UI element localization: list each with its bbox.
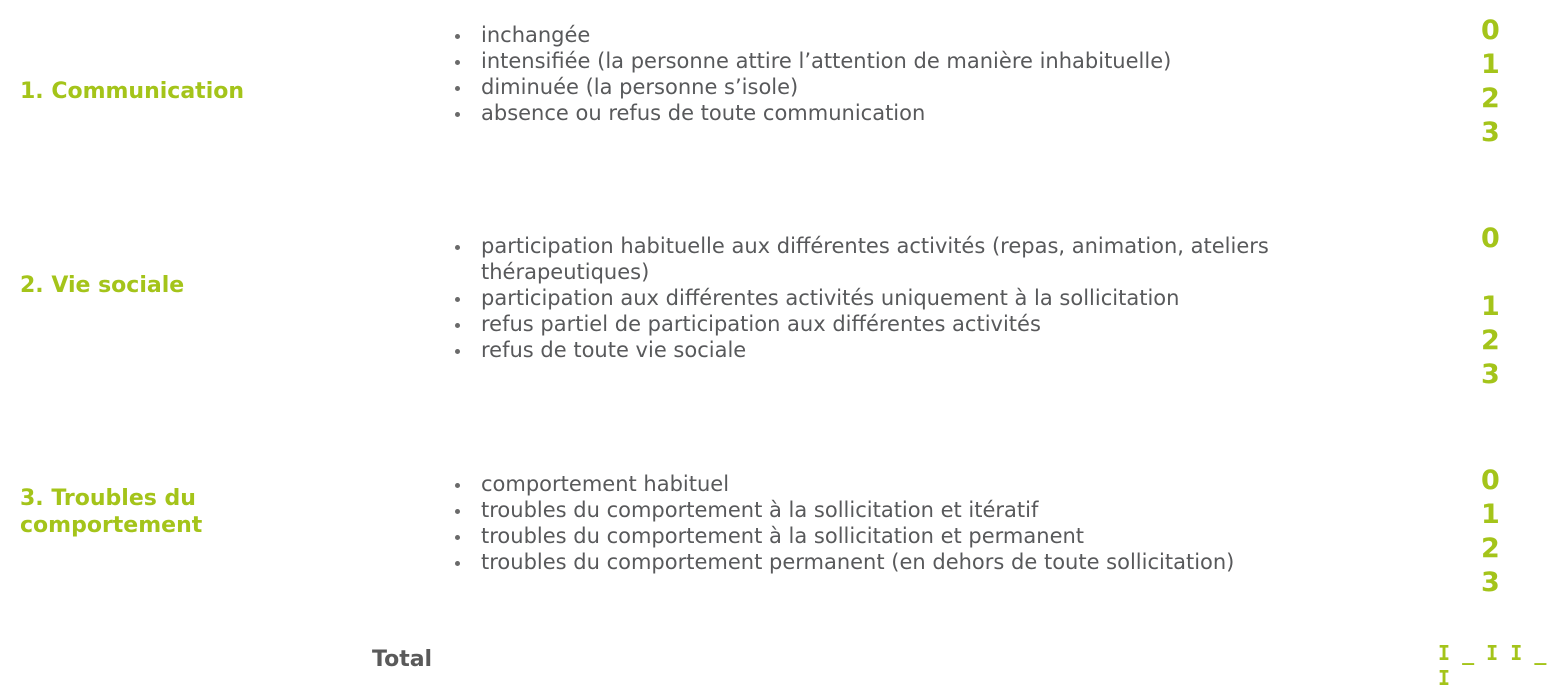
option-text: comportement habituel [481,472,730,496]
score-spacer [1481,256,1500,290]
score-value: 1 [1481,291,1500,322]
option-text: intensifiée (la personne attire l’attention de manière inhabituelle) [481,49,1172,73]
score-value: 0 [1481,15,1500,46]
section-2-label: 2. Vie sociale [20,273,185,298]
score-value: 2 [1481,83,1500,114]
score-value: 2 [1481,325,1500,356]
score-value: 3 [1481,359,1500,390]
score-value: 2 [1481,533,1500,564]
score-value: 1 [1481,49,1500,80]
list-item [452,523,1332,549]
option-text: diminuée (la personne s’isole) [481,75,799,99]
list-item [452,100,1332,126]
section-3-label: 3. Troubles du comportement [20,486,203,538]
section-1-options [452,22,1332,126]
bullet-icon [455,60,460,65]
bullet-icon [455,349,460,354]
bullet-icon [455,86,460,91]
option-text: participation habituelle aux différentes activités (repas, animation, ateliers thérapeutiques) [481,234,1269,284]
list-item [452,48,1332,74]
list-item [452,74,1332,100]
bullet-icon [455,245,460,250]
option-text: troubles du comportement à la sollicitation et itératif [481,498,1039,522]
option-text: inchangée [481,23,591,47]
bullet-icon [455,323,460,328]
bullet-icon [455,34,460,39]
option-text: troubles du comportement à la sollicitation et permanent [481,524,1085,548]
list-item [452,549,1332,575]
list-item [452,311,1332,337]
section-1-scores [1481,14,1500,150]
option-text: refus partiel de participation aux différentes activités [481,312,1041,336]
bullet-icon [455,483,460,488]
bullet-icon [455,509,460,514]
bullet-icon [455,112,460,117]
option-text: absence ou refus de toute communication [481,101,926,125]
score-value: 3 [1481,567,1500,598]
section-1-label: 1. Communication [20,79,245,104]
option-text: refus de toute vie sociale [481,338,747,362]
list-item [452,337,1332,363]
section-3-scores [1481,464,1500,600]
list-item [452,497,1332,523]
section-2-options [452,233,1332,363]
bullet-icon [455,297,460,302]
option-text: troubles du comportement permanent (en dehors de toute sollicitation) [481,550,1235,574]
score-value: 0 [1481,223,1500,254]
list-item [452,285,1332,311]
option-text: participation aux différentes activités uniquement à la sollicitation [481,286,1180,310]
score-value: 3 [1481,117,1500,148]
list-item [452,471,1332,497]
score-value: 0 [1481,465,1500,496]
section-3-options [452,471,1332,575]
list-item [452,233,1332,285]
list-item [452,22,1332,48]
total-score-field: I _ I I _ I [1438,641,1547,690]
score-value: 1 [1481,499,1500,530]
bullet-icon [455,535,460,540]
section-2-scores [1481,222,1500,392]
bullet-icon [455,561,460,566]
total-label: Total [372,647,433,672]
